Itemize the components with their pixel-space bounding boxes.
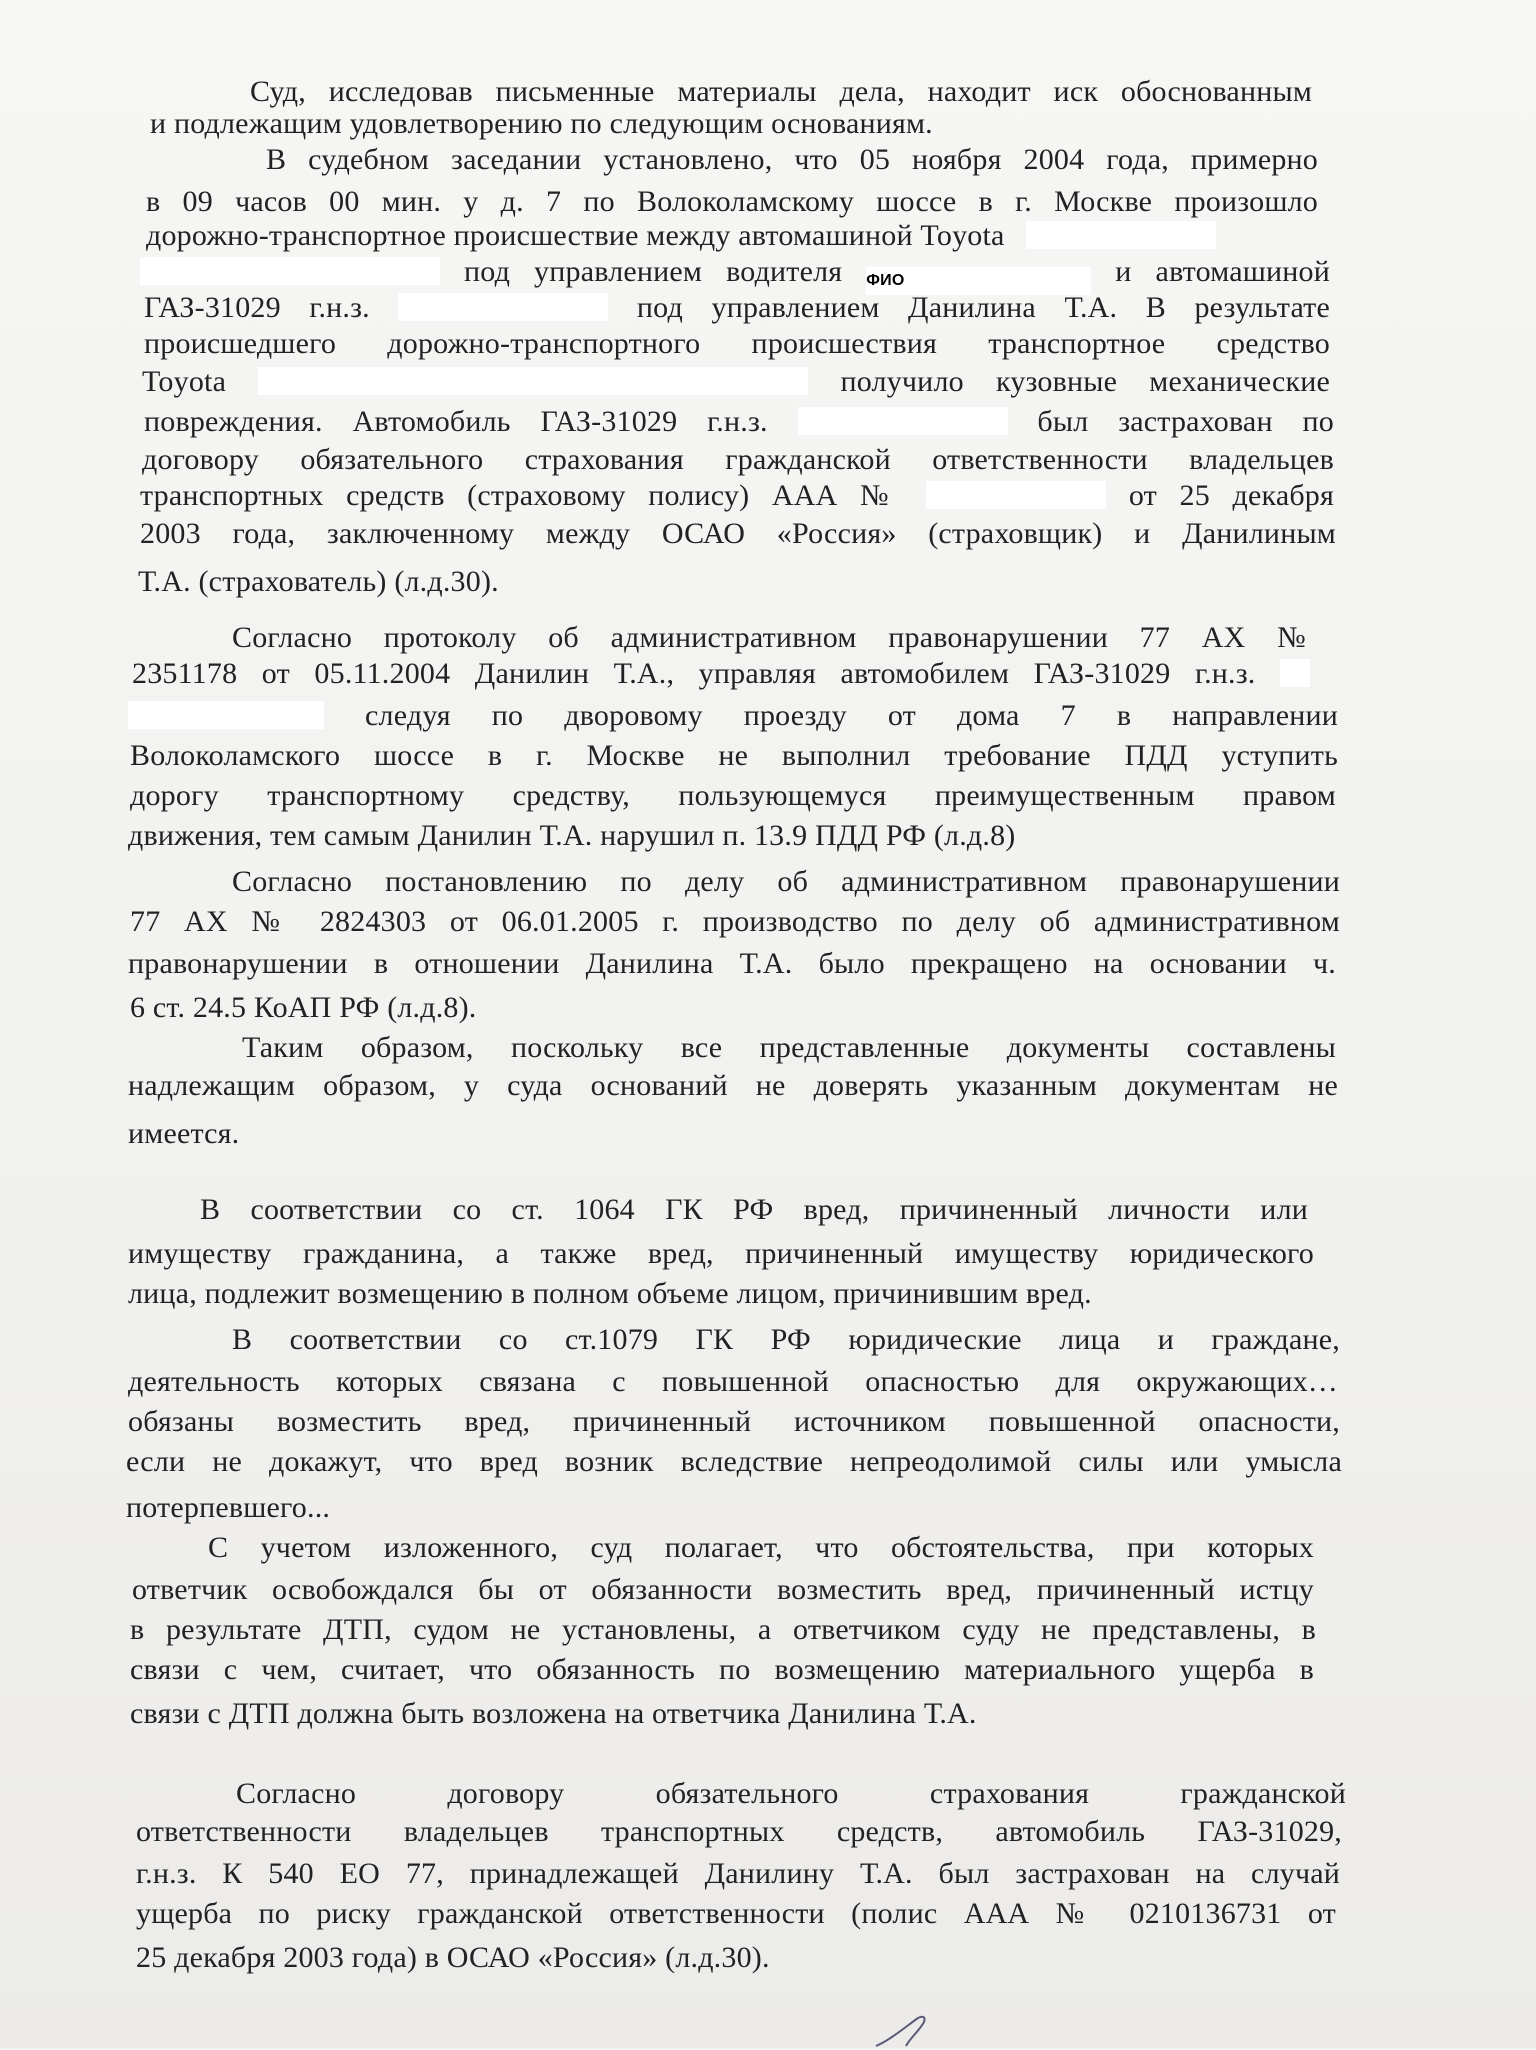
text-line xyxy=(142,442,1334,478)
text: Волоколамского шоссе в г. Москве не выполнил требование ПДД уступить xyxy=(130,739,1338,772)
text-line xyxy=(140,478,1334,514)
text: дорожно-транспортное происшествие между автомашиной Toyota xyxy=(146,219,1005,252)
text-line xyxy=(144,326,1330,362)
text: имуществу гражданина, а также вред, причиненный имуществу юридического xyxy=(128,1237,1314,1270)
text-line xyxy=(130,904,1340,940)
text-line xyxy=(242,1030,1336,1066)
text-line xyxy=(136,1940,1332,1976)
text-line xyxy=(144,404,1334,440)
text: в 09 часов 00 мин. у д. 7 по Волоколамскому шоссе в г. Москве произошло xyxy=(146,185,1318,218)
text: 2003 года, заключенному между ОСАО «Россия» (страховщик) и Данилиным xyxy=(140,517,1336,550)
text: происшедшего дорожно-транспортного происшествия транспортное средство xyxy=(144,327,1330,360)
text-line xyxy=(128,946,1336,982)
text: имеется. xyxy=(128,1117,240,1150)
text-line xyxy=(142,364,1330,400)
text-line xyxy=(146,184,1318,220)
text: обязаны возместить вред, причиненный источником повышенной опасности, xyxy=(128,1405,1340,1438)
text-line xyxy=(136,1856,1340,1892)
text: правонарушении в отношении Данилина Т.А. было прекращено на основании ч. xyxy=(128,947,1336,980)
text: 2351178 от 05.11.2004 Данилин Т.А., управляя автомобилем ГАЗ-31029 г.н.з. xyxy=(132,657,1256,690)
text: С учетом изложенного, суд полагает, что обстоятельства, при которых xyxy=(208,1531,1314,1564)
redaction-box xyxy=(128,701,324,729)
text-line xyxy=(208,1530,1314,1566)
text: и подлежащим удовлетворению по следующим основаниям. xyxy=(150,107,933,140)
text: В судебном заседании установлено, что 05 ноября 2004 года, примерно xyxy=(266,143,1318,176)
redaction-box xyxy=(1026,221,1216,249)
redaction-box xyxy=(140,257,440,285)
text: ответственности владельцев транспортных средств, автомобиль ГАЗ-31029, xyxy=(136,1815,1342,1848)
text-line xyxy=(140,516,1336,552)
redaction-box xyxy=(1280,659,1310,687)
text: Согласно протоколу об административном правонарушении 77 АХ № xyxy=(232,621,1306,654)
text-line xyxy=(128,1404,1340,1440)
text: 25 декабря 2003 года) в ОСАО «Россия» (л.д.30). xyxy=(136,1941,770,1974)
text-line xyxy=(236,1776,1346,1812)
text: Т.А. (страхователь) (л.д.30). xyxy=(138,565,499,598)
text-line xyxy=(232,864,1340,900)
text-line xyxy=(130,1696,1326,1732)
text: Суд, исследовав письменные материалы дела, находит иск обоснованным xyxy=(250,75,1312,108)
text-line xyxy=(232,620,1306,656)
text: деятельность которых связана с повышенной опасностью для окружающих… xyxy=(128,1365,1338,1398)
text-line xyxy=(146,218,1326,254)
text: ГАЗ-31029 г.н.з. xyxy=(144,291,370,324)
text: г.н.з. К 540 ЕО 77, принадлежащей Данилину Т.А. был застрахован на случай xyxy=(136,1857,1340,1890)
text-line xyxy=(250,74,1312,110)
text-line xyxy=(128,1364,1338,1400)
text-line xyxy=(266,142,1318,178)
text: транспортных средств (страховому полису) ААА № xyxy=(140,479,904,512)
text: и автомашиной xyxy=(1115,255,1330,288)
text: договору обязательного страхования гражданской ответственности владельцев xyxy=(142,443,1334,476)
text: потерпевшего... xyxy=(126,1491,331,1524)
text-line xyxy=(130,1612,1316,1648)
text: В соответствии со ст.1079 ГК РФ юридические лица и граждане, xyxy=(232,1323,1340,1356)
text: надлежащим образом, у суда оснований не доверять указанным документам не xyxy=(128,1069,1338,1102)
text: Согласно постановлению по делу об административном правонарушении xyxy=(232,865,1340,898)
text-line xyxy=(128,1236,1314,1272)
text: ответчик освобождался бы от обязанности возместить вред, причиненный истцу xyxy=(132,1573,1314,1606)
text: от 25 декабря xyxy=(1128,479,1334,512)
text-line xyxy=(130,990,1326,1026)
text: лица, подлежит возмещению в полном объеме лицом, причинившим вред. xyxy=(128,1277,1092,1310)
redaction-box xyxy=(926,481,1106,509)
signature-mark xyxy=(870,2010,940,2050)
text: В соответствии со ст. 1064 ГК РФ вред, причиненный личности или xyxy=(200,1193,1308,1226)
text-line xyxy=(200,1192,1308,1228)
text: Таким образом, поскольку все представленные документы составлены xyxy=(242,1031,1336,1064)
text: был застрахован по xyxy=(1037,405,1334,438)
text-line xyxy=(128,818,1324,854)
text: 6 ст. 24.5 КоАП РФ (л.д.8). xyxy=(130,991,477,1024)
text-line xyxy=(130,738,1338,774)
text: дорогу транспортному средству, пользующемуся преимущественным правом xyxy=(130,779,1336,812)
text: следуя по дворовому проезду от дома 7 в направлении xyxy=(365,699,1339,732)
text-line xyxy=(128,1068,1338,1104)
text: Согласно договору обязательного страхования гражданской xyxy=(236,1777,1346,1810)
text: связи с ДТП должна быть возложена на ответчика Данилина Т.А. xyxy=(130,1697,977,1730)
text-line xyxy=(144,290,1330,326)
text-line xyxy=(140,254,1330,295)
text-line xyxy=(138,564,1334,600)
redaction-box xyxy=(798,407,1008,435)
text-line xyxy=(136,1896,1336,1932)
text-line xyxy=(136,1814,1342,1850)
text: движения, тем самым Данилин Т.А. нарушил п. 13.9 ПДД РФ (л.д.8) xyxy=(128,819,1016,852)
text-line xyxy=(128,1276,1324,1312)
text: связи с чем, считает, что обязанность по возмещению материального ущерба в xyxy=(130,1653,1314,1686)
text-line xyxy=(132,656,1310,692)
text-line xyxy=(130,778,1336,814)
text-line xyxy=(132,1572,1314,1608)
text-line xyxy=(128,1116,1324,1152)
text: в результате ДТП, судом не установлены, а ответчиком суду не представлены, в xyxy=(130,1613,1316,1646)
text: Toyota xyxy=(142,365,227,398)
text-line xyxy=(126,1490,1322,1526)
redaction-box xyxy=(398,293,608,321)
fio-label: ФИО xyxy=(866,267,1091,295)
text: если не докажут, что вред возник вследствие непреодолимой силы или умысла xyxy=(126,1445,1342,1478)
text: под управлением водителя xyxy=(464,255,843,288)
text: повреждения. Автомобиль ГАЗ-31029 г.н.з. xyxy=(144,405,768,438)
text-line xyxy=(128,698,1338,734)
text-line xyxy=(126,1444,1342,1480)
text: получило кузовные механические xyxy=(840,365,1331,398)
text-line xyxy=(232,1322,1340,1358)
redaction-box xyxy=(258,367,808,395)
text: ущерба по риску гражданской ответственности (полис ААА № 0210136731 от xyxy=(136,1897,1336,1930)
text: под управлением Данилина Т.А. В результате xyxy=(636,291,1331,324)
text: 77 АХ № 2824303 от 06.01.2005 г. производство по делу об административном xyxy=(130,905,1340,938)
text-line xyxy=(130,1652,1314,1688)
text-line xyxy=(150,106,1346,142)
